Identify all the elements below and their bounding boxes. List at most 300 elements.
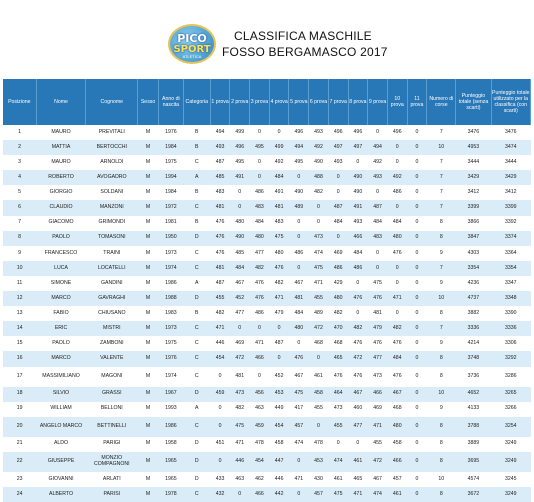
- table-cell: 4214: [456, 336, 491, 351]
- table-cell: 484: [250, 216, 270, 231]
- table-cell: 484: [269, 170, 289, 185]
- table-cell: 483: [210, 185, 230, 200]
- logo-text-line1: PICO: [177, 32, 207, 45]
- table-cell: 0: [348, 276, 368, 291]
- table-cell: 0: [407, 472, 427, 487]
- pico-sport-logo: [168, 24, 216, 64]
- table-cell: SILVIO: [36, 387, 86, 402]
- table-cell: M: [138, 200, 159, 215]
- table-cell: 495: [250, 140, 270, 155]
- table-cell: 0: [210, 402, 230, 417]
- table-cell: 480: [269, 246, 289, 261]
- table-cell: 0: [407, 140, 427, 155]
- table-row: [3, 306, 531, 321]
- table-cell: 3348: [491, 291, 530, 306]
- table-cell: 0: [328, 185, 348, 200]
- table-cell: 483: [250, 200, 270, 215]
- table-row: [3, 261, 531, 276]
- table-cell: 3265: [491, 387, 530, 402]
- table-cell: 11: [3, 276, 36, 291]
- table-cell: 429: [328, 276, 348, 291]
- table-header-row: [3, 79, 531, 125]
- table-cell: 490: [309, 155, 329, 170]
- table-cell: 467: [387, 387, 407, 402]
- table-cell: 447: [269, 452, 289, 472]
- table-cell: 461: [309, 367, 329, 387]
- table-cell: 3347: [491, 276, 530, 291]
- table-cell: 442: [269, 487, 289, 502]
- table-cell: 3788: [456, 417, 491, 437]
- table-cell: 3399: [491, 200, 530, 215]
- table-cell: 490: [348, 185, 368, 200]
- table-cell: 0: [269, 351, 289, 366]
- table-cell: C: [183, 246, 210, 261]
- table-cell: 471: [348, 487, 368, 502]
- table-cell: MAGONI: [86, 367, 138, 387]
- column-header: Sesso: [138, 79, 159, 125]
- table-cell: 8: [427, 437, 456, 452]
- table-cell: 471: [387, 291, 407, 306]
- table-cell: 10: [427, 387, 456, 402]
- table-cell: C: [183, 336, 210, 351]
- table-cell: 8: [427, 452, 456, 472]
- table-cell: 486: [250, 306, 270, 321]
- column-header: 9 prova: [368, 79, 388, 125]
- column-header: Numero di corse: [427, 79, 456, 125]
- table-cell: 459: [250, 417, 270, 437]
- table-cell: 10: [427, 472, 456, 487]
- table-cell: BETTINELLI: [86, 417, 138, 437]
- table-cell: 463: [250, 402, 270, 417]
- table-cell: 4133: [456, 402, 491, 417]
- table-cell: 483: [269, 216, 289, 231]
- table-cell: 9: [427, 276, 456, 291]
- table-cell: 3245: [491, 472, 530, 487]
- table-cell: 494: [210, 125, 230, 140]
- table-row: [3, 351, 531, 366]
- table-cell: 487: [269, 336, 289, 351]
- table-cell: 446: [269, 472, 289, 487]
- table-row: [3, 321, 531, 336]
- table-cell: M: [138, 155, 159, 170]
- table-cell: 486: [348, 261, 368, 276]
- table-cell: PARISI: [86, 487, 138, 502]
- table-cell: 476: [348, 367, 368, 387]
- table-cell: M: [138, 417, 159, 437]
- table-cell: MARCO: [36, 291, 86, 306]
- table-cell: 477: [230, 306, 250, 321]
- table-cell: 8: [3, 231, 36, 246]
- table-cell: 3354: [456, 261, 491, 276]
- table-cell: 446: [230, 452, 250, 472]
- table-cell: 496: [348, 125, 368, 140]
- table-cell: C: [183, 351, 210, 366]
- table-cell: 494: [289, 140, 309, 155]
- table-cell: 458: [309, 387, 329, 402]
- table-cell: 1983: [158, 306, 183, 321]
- table-cell: 6: [3, 200, 36, 215]
- table-cell: 9: [3, 246, 36, 261]
- table-cell: 472: [230, 351, 250, 366]
- table-cell: 466: [250, 487, 270, 502]
- table-cell: PARIGI: [86, 437, 138, 452]
- table-cell: GIORGIO: [36, 185, 86, 200]
- table-cell: 5: [3, 185, 36, 200]
- table-cell: 476: [348, 336, 368, 351]
- table-cell: 0: [407, 321, 427, 336]
- table-row: [3, 140, 531, 155]
- table-cell: ANGELO MARCO: [36, 417, 86, 437]
- column-header: 2 prova: [230, 79, 250, 125]
- table-cell: 1972: [158, 200, 183, 215]
- table-cell: 480: [387, 417, 407, 437]
- table-cell: 14: [3, 321, 36, 336]
- table-cell: 1975: [158, 336, 183, 351]
- table-cell: 433: [210, 472, 230, 487]
- table-cell: 476: [250, 291, 270, 306]
- table-cell: SOLDANI: [86, 185, 138, 200]
- table-cell: 476: [210, 231, 230, 246]
- table-cell: PAOLO: [36, 231, 86, 246]
- table-cell: FABIO: [36, 306, 86, 321]
- table-cell: M: [138, 452, 159, 472]
- table-cell: 0: [328, 437, 348, 452]
- table-cell: 0: [348, 306, 368, 321]
- table-cell: 432: [210, 487, 230, 502]
- table-cell: CHIUSANO: [86, 306, 138, 321]
- table-cell: 3249: [491, 452, 530, 472]
- table-cell: 479: [368, 321, 388, 336]
- table-cell: 0: [230, 321, 250, 336]
- table-cell: 0: [407, 185, 427, 200]
- table-cell: 3364: [491, 246, 530, 261]
- column-header: 11 prova: [407, 79, 427, 125]
- table-cell: 460: [348, 402, 368, 417]
- table-cell: 477: [348, 417, 368, 437]
- table-cell: BELLONI: [86, 402, 138, 417]
- table-cell: 4737: [456, 291, 491, 306]
- table-cell: 0: [309, 216, 329, 231]
- table-cell: 7: [427, 321, 456, 336]
- table-cell: C: [183, 321, 210, 336]
- table-cell: 478: [309, 437, 329, 452]
- table-cell: 23: [3, 472, 36, 487]
- table-cell: 417: [289, 402, 309, 417]
- table-cell: 3444: [491, 155, 530, 170]
- table-cell: 473: [230, 387, 250, 402]
- table-cell: MAURO: [36, 125, 86, 140]
- table-cell: 482: [250, 261, 270, 276]
- table-cell: 474: [309, 246, 329, 261]
- table-cell: 466: [368, 387, 388, 402]
- table-cell: 481: [269, 200, 289, 215]
- table-cell: 473: [309, 231, 329, 246]
- table-cell: 0: [387, 140, 407, 155]
- table-cell: 1967: [158, 387, 183, 402]
- table-cell: 8: [427, 216, 456, 231]
- table-cell: 1976: [158, 351, 183, 366]
- table-cell: 3286: [491, 367, 530, 387]
- table-cell: 1965: [158, 472, 183, 487]
- table-cell: 4953: [456, 140, 491, 155]
- table-cell: 476: [387, 336, 407, 351]
- table-cell: WILLIAM: [36, 402, 86, 417]
- table-cell: 475: [328, 487, 348, 502]
- table-cell: 1994: [158, 170, 183, 185]
- table-cell: 0: [250, 125, 270, 140]
- table-cell: MASSIMILIANO: [36, 367, 86, 387]
- table-cell: GRIMONDI: [86, 216, 138, 231]
- table-cell: 3672: [456, 487, 491, 502]
- table-row: [3, 170, 531, 185]
- table-cell: 476: [387, 246, 407, 261]
- table-cell: MANZONI: [86, 200, 138, 215]
- table-row: [3, 417, 531, 437]
- table-cell: 3292: [491, 351, 530, 366]
- table-cell: MARCO: [36, 351, 86, 366]
- table-cell: 486: [328, 261, 348, 276]
- table-cell: 3412: [491, 185, 530, 200]
- table-cell: 469: [328, 246, 348, 261]
- table-cell: 495: [289, 155, 309, 170]
- table-cell: D: [183, 291, 210, 306]
- table-cell: 490: [230, 231, 250, 246]
- column-header: Posizione: [3, 79, 36, 125]
- page-subtitle: FOSSO BERGAMASCO 2017: [222, 45, 388, 59]
- table-cell: ARLATI: [86, 472, 138, 487]
- table-cell: 452: [269, 367, 289, 387]
- table-cell: 0: [328, 170, 348, 185]
- table-cell: PREVITALI: [86, 125, 138, 140]
- table-cell: 1986: [158, 276, 183, 291]
- table-cell: 493: [348, 216, 368, 231]
- table-cell: 0: [407, 402, 427, 417]
- table-cell: 491: [230, 170, 250, 185]
- table-cell: 18: [3, 387, 36, 402]
- table-cell: 0: [250, 321, 270, 336]
- column-header: Punteggio totale (senza scarti): [456, 79, 491, 125]
- table-cell: 4: [3, 170, 36, 185]
- table-cell: 480: [230, 216, 250, 231]
- table-cell: BERTOCCHI: [86, 140, 138, 155]
- table-cell: 21: [3, 437, 36, 452]
- table-cell: 452: [230, 291, 250, 306]
- table-cell: 493: [368, 170, 388, 185]
- table-row: [3, 185, 531, 200]
- table-cell: 10: [427, 140, 456, 155]
- column-header: 7 prova: [328, 79, 348, 125]
- table-cell: 481: [210, 200, 230, 215]
- table-cell: 0: [289, 231, 309, 246]
- table-cell: ZAMBONI: [86, 336, 138, 351]
- table-cell: 13: [3, 306, 36, 321]
- table-cell: 3354: [491, 261, 530, 276]
- column-header: Anno di nascita: [158, 79, 183, 125]
- table-cell: GIACOMO: [36, 216, 86, 231]
- table-cell: 1978: [158, 487, 183, 502]
- table-cell: 482: [328, 306, 348, 321]
- table-cell: 7: [427, 155, 456, 170]
- table-cell: 0: [250, 367, 270, 387]
- table-cell: 3266: [491, 402, 530, 417]
- table-cell: 0: [289, 452, 309, 472]
- table-row: [3, 276, 531, 291]
- table-cell: 0: [407, 387, 427, 402]
- table-cell: 22: [3, 452, 36, 472]
- table-cell: 455: [309, 291, 329, 306]
- table-cell: 476: [328, 367, 348, 387]
- table-cell: 484: [230, 261, 250, 276]
- table-cell: 3336: [491, 321, 530, 336]
- table-cell: 19: [3, 402, 36, 417]
- table-cell: M: [138, 321, 159, 336]
- table-cell: 487: [328, 200, 348, 215]
- table-cell: FRANCESCO: [36, 246, 86, 261]
- table-cell: ARNOLDI: [86, 155, 138, 170]
- page-header: [0, 0, 534, 78]
- table-cell: 471: [309, 276, 329, 291]
- table-cell: 484: [387, 216, 407, 231]
- table-cell: 482: [230, 402, 250, 417]
- table-cell: 3374: [491, 231, 530, 246]
- table-cell: 16: [3, 351, 36, 366]
- table-row: [3, 336, 531, 351]
- table-cell: 0: [368, 261, 388, 276]
- table-cell: 10: [427, 291, 456, 306]
- table-cell: D: [183, 452, 210, 472]
- table-cell: M: [138, 246, 159, 261]
- table-cell: 2: [3, 140, 36, 155]
- table-cell: 1: [3, 125, 36, 140]
- table-cell: 0: [230, 200, 250, 215]
- table-row: [3, 216, 531, 231]
- table-cell: 466: [348, 231, 368, 246]
- table-cell: 488: [309, 170, 329, 185]
- table-cell: 3889: [456, 437, 491, 452]
- table-cell: 3336: [456, 321, 491, 336]
- table-cell: 493: [309, 125, 329, 140]
- table-cell: 455: [210, 291, 230, 306]
- table-cell: 1984: [158, 140, 183, 155]
- table-cell: 3444: [456, 155, 491, 170]
- table-cell: M: [138, 185, 159, 200]
- table-cell: 471: [289, 472, 309, 487]
- page-title: CLASSIFICA MASCHILE: [234, 29, 372, 43]
- table-cell: 467: [230, 276, 250, 291]
- table-cell: 476: [250, 276, 270, 291]
- column-header: Nome: [36, 79, 86, 125]
- table-cell: 485: [210, 170, 230, 185]
- table-cell: 465: [348, 472, 368, 487]
- table-cell: 481: [368, 306, 388, 321]
- table-cell: 496: [387, 125, 407, 140]
- table-cell: 7: [427, 125, 456, 140]
- table-cell: 0: [407, 276, 427, 291]
- table-cell: 485: [230, 246, 250, 261]
- table-cell: 475: [269, 231, 289, 246]
- table-cell: M: [138, 306, 159, 321]
- ranking-table: [3, 79, 531, 502]
- table-cell: M: [138, 291, 159, 306]
- table-cell: 0: [407, 437, 427, 452]
- table-cell: MISTRI: [86, 321, 138, 336]
- table-cell: C: [183, 261, 210, 276]
- table-cell: 3847: [456, 231, 491, 246]
- table-cell: 446: [210, 336, 230, 351]
- table-cell: C: [183, 155, 210, 170]
- table-cell: 482: [269, 276, 289, 291]
- table-cell: 0: [289, 261, 309, 276]
- table-cell: 455: [368, 437, 388, 452]
- table-row: [3, 231, 531, 246]
- table-cell: 468: [387, 402, 407, 417]
- table-cell: 484: [328, 216, 348, 231]
- table-cell: 471: [230, 437, 250, 452]
- table-cell: C: [183, 487, 210, 502]
- table-cell: 1984: [158, 185, 183, 200]
- table-cell: 457: [289, 417, 309, 437]
- table-cell: 0: [387, 200, 407, 215]
- table-cell: M: [138, 367, 159, 387]
- table-cell: ALBERTO: [36, 487, 86, 502]
- table-cell: 3: [3, 155, 36, 170]
- table-row: [3, 387, 531, 402]
- table-cell: 1950: [158, 231, 183, 246]
- table-cell: 3254: [491, 417, 530, 437]
- table-cell: 0: [250, 155, 270, 170]
- table-cell: 486: [289, 246, 309, 261]
- table-cell: 449: [269, 402, 289, 417]
- table-cell: 3748: [456, 351, 491, 366]
- table-cell: M: [138, 276, 159, 291]
- table-cell: 476: [368, 291, 388, 306]
- table-cell: 469: [230, 336, 250, 351]
- table-cell: LUCA: [36, 261, 86, 276]
- table-cell: 481: [289, 291, 309, 306]
- table-cell: B: [183, 140, 210, 155]
- table-cell: 453: [269, 387, 289, 402]
- table-cell: M: [138, 261, 159, 276]
- table-cell: 481: [230, 367, 250, 387]
- table-cell: 482: [309, 185, 329, 200]
- column-header: Cognome: [86, 79, 138, 125]
- table-cell: 482: [348, 321, 368, 336]
- table-cell: 0: [368, 246, 388, 261]
- table-cell: 484: [348, 246, 368, 261]
- table-cell: 7: [427, 170, 456, 185]
- table-row: [3, 125, 531, 140]
- table-cell: 3249: [491, 437, 530, 452]
- table-cell: 8: [427, 231, 456, 246]
- table-cell: 471: [269, 291, 289, 306]
- column-header: 5 prova: [289, 79, 309, 125]
- table-cell: 461: [348, 452, 368, 472]
- table-cell: M: [138, 170, 159, 185]
- table-cell: A: [183, 276, 210, 291]
- table-cell: 458: [269, 437, 289, 452]
- table-cell: 467: [289, 367, 309, 387]
- column-header: 1 prova: [210, 79, 230, 125]
- table-cell: 0: [407, 125, 427, 140]
- table-row: [3, 472, 531, 487]
- table-cell: 1974: [158, 261, 183, 276]
- table-cell: VALENTE: [86, 351, 138, 366]
- table-cell: 4303: [456, 246, 491, 261]
- table-cell: 467: [289, 276, 309, 291]
- logo-text-line2: SPORT: [173, 44, 211, 55]
- table-cell: 4574: [456, 472, 491, 487]
- table-cell: ERIC: [36, 321, 86, 336]
